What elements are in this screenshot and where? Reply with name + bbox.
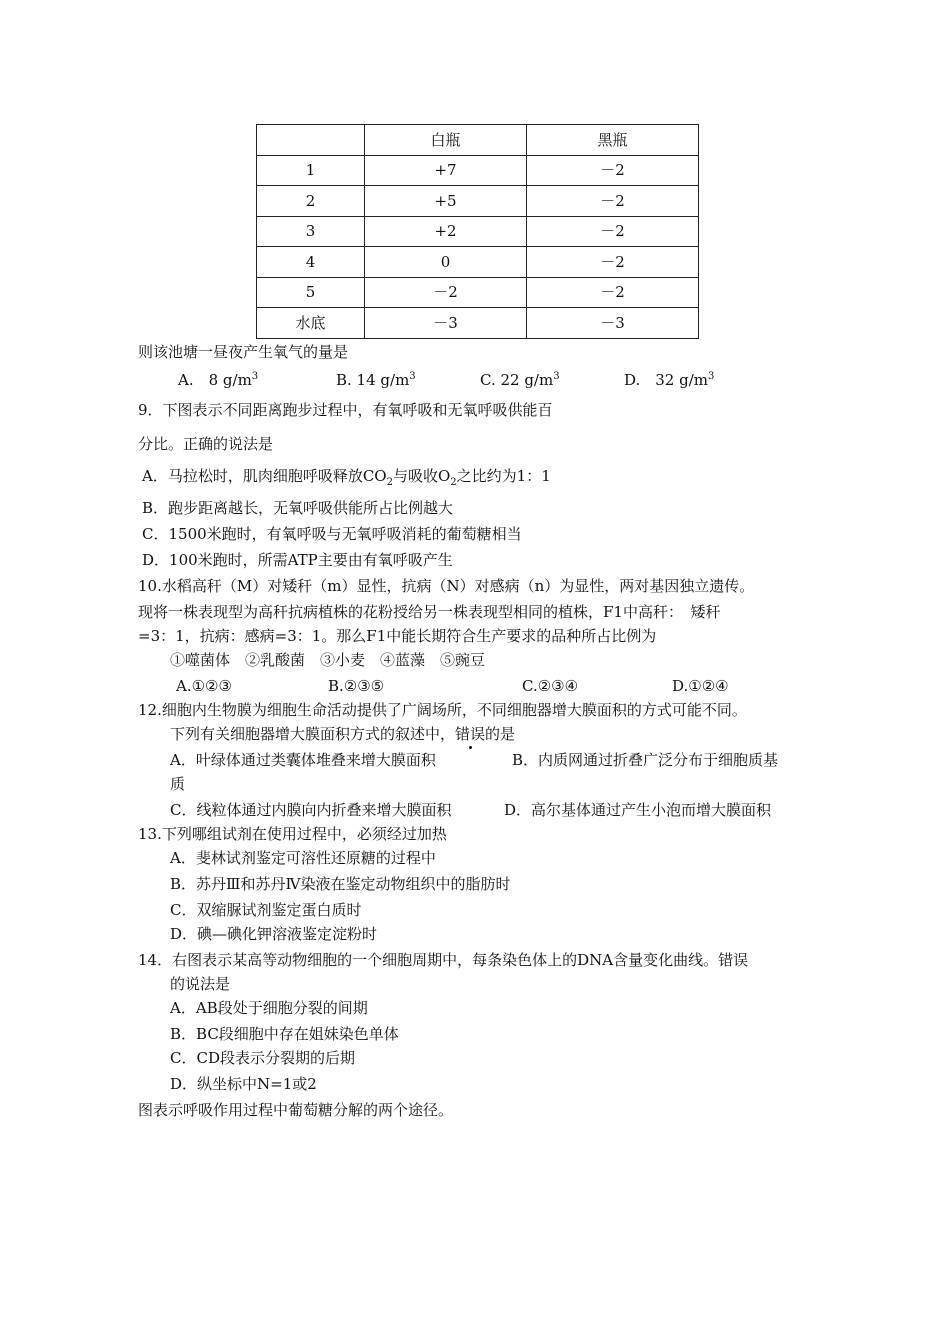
table-header-cell	[257, 125, 365, 156]
table-row	[257, 277, 699, 308]
q9-option-c: C．1500米跑时，有氧呼吸与无氧呼吸消耗的葡萄糖相当	[142, 525, 522, 543]
table-cell: －2	[527, 216, 699, 247]
table-cell: －2	[527, 186, 699, 217]
table-cell: －3	[365, 308, 527, 339]
q11-option-a: A.①②③	[176, 677, 232, 695]
q8-option-a: A. 8 $g/m^3$	[178, 371, 259, 389]
q12-option-d: D．高尔基体通过产生小泡而增大膜面积	[504, 801, 772, 819]
q11-option-c: C.②③④	[522, 677, 579, 695]
table-header-cell: 黑瓶	[527, 125, 699, 156]
q9-stem-line1: 9．下图表示不同距离跑步过程中，有氧呼吸和无氧呼吸供能百	[138, 401, 553, 419]
table-row	[257, 216, 699, 247]
table-cell: +5	[365, 186, 527, 217]
q13-option-d: D．碘—碘化钾溶液鉴定淀粉时	[170, 925, 378, 943]
q12-option-b: B．内质网通过折叠广泛分布于细胞质基	[512, 751, 779, 769]
q15-stem: 图表示呼吸作用过程中葡萄糖分解的两个途径。	[138, 1101, 454, 1119]
q14-option-d: D．纵坐标中N=1或2	[170, 1075, 317, 1093]
table-cell: 4	[257, 247, 365, 278]
q12-option-a: A．叶绿体通过类囊体堆叠来增大膜面积	[170, 751, 436, 769]
table-header-row	[257, 125, 699, 156]
table-cell: 水底	[257, 308, 365, 339]
table-cell: －2	[527, 247, 699, 278]
q13-stem: 13.下列哪组试剂在使用过程中，必须经过加热	[138, 825, 447, 843]
table-header-cell: 白瓶	[365, 125, 527, 156]
q9-option-a: A．马拉松时，肌肉细胞呼吸释放$CO_2$与吸收$O_2$之比约为1：1	[142, 467, 551, 488]
q14-line1: 14．右图表示某高等动物细胞的一个细胞周期中，每条染色体上的DNA含量变化曲线。错误	[138, 951, 749, 969]
q8-option-d: D. 32 $g/m^3$	[624, 371, 715, 389]
q11-option-d: D.①②④	[672, 677, 729, 695]
q9-option-b: B．跑步距离越长，无氧呼吸供能所占比例越大	[142, 499, 454, 517]
table-cell: －2	[365, 277, 527, 308]
table-cell: +2	[365, 216, 527, 247]
table-cell: 5	[257, 277, 365, 308]
q14-option-b: B．BC段细胞中存在姐妹染色单体	[170, 1025, 399, 1043]
bottle-oxygen-table	[256, 124, 699, 339]
table-cell: +7	[365, 155, 527, 186]
q8-option-b: B. 14 $g/m^3$	[336, 371, 416, 389]
table-cell: 1	[257, 155, 365, 186]
q14-option-c: C．CD段表示分裂期的后期	[170, 1049, 355, 1067]
q10-line3: =3：1，抗病：感病=3：1。那么F1中能长期符合生产要求的品种所占比例为	[138, 627, 657, 645]
q12-option-c: C．线粒体通过内膜向内折叠来增大膜面积	[170, 801, 452, 819]
table-cell: －3	[527, 308, 699, 339]
table-cell: 2	[257, 186, 365, 217]
table-cell: 3	[257, 216, 365, 247]
q11-option-b: B.②③⑤	[328, 677, 385, 695]
q14-option-a: A．AB段处于细胞分裂的间期	[170, 999, 368, 1017]
q13-option-b: B．苏丹Ⅲ和苏丹Ⅳ染液在鉴定动物组织中的脂肪时	[170, 875, 511, 893]
q13-option-c: C．双缩脲试剂鉴定蛋白质时	[170, 901, 362, 919]
table-row	[257, 155, 699, 186]
q10-line1: 10.水稻高秆（M）对矮秆（m）显性，抗病（N）对感病（n）为显性，两对基因独立遗传。	[138, 577, 755, 595]
table-row	[257, 308, 699, 339]
table-cell: －2	[527, 277, 699, 308]
q9-option-d: D．100米跑时，所需ATP主要由有氧呼吸产生	[142, 551, 453, 569]
q8-stem: 则该池塘一昼夜产生氧气的量是	[138, 343, 349, 361]
q11-items: ①噬菌体 ②乳酸菌 ③小麦 ④蓝藻 ⑤豌豆	[170, 651, 486, 669]
q12-line1: 12.细胞内生物膜为细胞生命活动提供了广阔场所，不同细胞器增大膜面积的方式可能不同。	[138, 701, 747, 719]
q12-emphasis: 错误	[455, 725, 486, 743]
q13-option-a: A．斐林试剂鉴定可溶性还原糖的过程中	[170, 849, 436, 867]
q10-line2: 现将一株表现型为高秆抗病植株的花粉授给另一株表现型相同的植株，F1中高秆： 矮秆	[138, 603, 721, 621]
q8-option-c: C. 22 $g/m^3$	[480, 371, 560, 389]
table-cell: －2	[527, 155, 699, 186]
table-cell: 0	[365, 247, 527, 278]
table-row	[257, 186, 699, 217]
q9-stem-line2: 分比。正确的说法是	[138, 435, 274, 453]
table-row	[257, 247, 699, 278]
q12-option-b-cont: 质	[170, 775, 186, 793]
q14-line2: 的说法是	[170, 975, 231, 993]
q12-line2: 下列有关细胞器增大膜面积方式的叙述中，错误的是	[170, 725, 516, 743]
